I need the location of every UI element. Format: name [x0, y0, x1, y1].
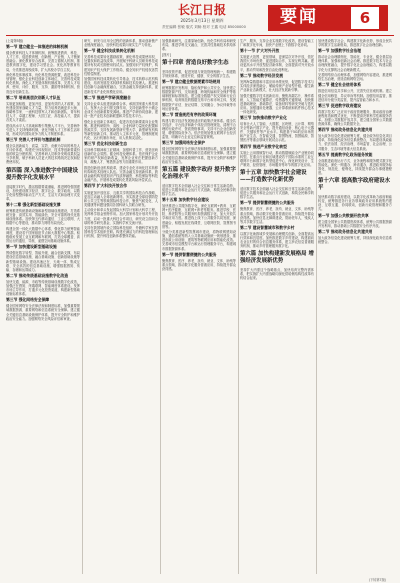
text-column	[84, 39, 158, 240]
article-paragraph: 坚持放管并重，促进发展与规范管理相统一，构建数字规则体系，营造开放、健康、安全的数字生态。	[162, 69, 236, 78]
section-heading: 第二节 营造规范有序的政策环境	[162, 111, 217, 117]
page-number: 6	[351, 7, 379, 29]
section-heading: 第二节 推动政务信息化共建共用	[318, 228, 373, 234]
section-heading: 第一节 提供智慧便捷的公共服务	[162, 251, 217, 257]
article-paragraph: 加强关键数字技术创新应用，聚焦高端芯片、操作系统、人工智能关键算法、传感器等关键领域，加快推进基础理论、基础算法、装备材料等研发突破与迭代应用。加强通用处理器、云计算系统和软件核心技术一体化研发。	[240, 93, 314, 114]
article-headline: 第六篇 加快构建新发展格局 增强经济发展新优势	[240, 251, 314, 265]
article-paragraph: 建设高水平人才高地和吸引集聚人才平台，完善海外引进人才支持保障机制，优化外籍人才工作和生活环境，形成具有国际竞争力的人才制度体系。	[6, 123, 80, 136]
article-paragraph: 实施上云用数赋智行动，推动数据赋能全产业链协同转型。在重点行业和区域建设若干国际水准的工业互联网平台和数字化转型促进中心，深化研发设计、生产制造、经营管理、市场服务等环节的数字化应用。	[240, 150, 314, 167]
page-header	[6, 3, 394, 36]
article-paragraph: 统筹数据开发利用、隐私保护和公共安全，加快建立数据资源产权、交易流通、跨境传输和安全保护等基础制度和标准规范。建立健全数据产权交易和行业自律机制，培育规范的数据交易平台和市场主体，发展数据资产评估、登记结算、交易撮合、争议仲裁等市场运营体系。	[162, 86, 236, 111]
article-paragraph: 完善科技成果转化激励政策，深化科技成果使用权、处置权和收益权改革，开展赋予科研人员职务科技成果所有权或长期使用权试点。加强知识产权保护，构建知识产权大保护工作格局，健全知识产权侵权惩罚性赔偿制度。	[84, 55, 158, 76]
article-paragraph: 健全教育科技人才体制机制，统筹推进教育、科技、人才工作，促进教育链、创新链、产业链、人才链深度融合。深化教育综合改革，完善立德树人机制，推进教育数字化，建设学习型社会。优化高等教育布局，分类推进高校改革，扩大高校办学自主权。	[6, 51, 80, 72]
article-paragraph: 实施更加开放包容、互惠共享的国际科技合作战略，更加主动融入全球创新网络。务实推进全球疫情防控和公共卫生等领域国际科技合作，聚焦气候变化、人类健康等问题加强同各国科研人员联合研发。	[84, 190, 158, 207]
article-paragraph: 加快推动数字政府建设，以数字化改革助力政府职能转变，统筹推进各行业各领域政务应用系统集约建设、互联互通、协同联动，创新行政管理和服务方式。	[318, 195, 392, 212]
section-heading: 第二节 推进产学研深度融合	[84, 94, 131, 100]
article-paragraph: (上接第5版)	[6, 39, 24, 43]
article-paragraph: 聚焦教育、医疗、养老、抚幼、就业、文体、助残等重点领域，推动数字化服务普惠应用，持续提升群众获得感。加快信息无障碍建设，帮助老年人、残疾人等共享数字生活。	[240, 207, 314, 224]
article-paragraph: 迎接数字时代，激活数据要素潜能，推进网络强国建设，加快建设数字经济、数字社会、数字政府，以数字化转型整体驱动生产方式、生活方式和治理方式变革。	[6, 184, 80, 201]
section-heading: 第十五章 加快数字社会建设	[162, 197, 209, 203]
article-headline: 第四篇 深入推进数字中国建设 提升数字化发展水平	[6, 167, 78, 181]
article-paragraph: 聚焦教育、医疗、养老、抚幼、就业、文体、助残等重点领域，推动数字化服务普惠应用，持续提升群众获得感。	[162, 258, 236, 271]
text-column	[162, 39, 236, 273]
section-heading: 第四节 推动政务信息化共建共用	[318, 127, 373, 133]
text-column	[6, 39, 80, 322]
section-heading: 第十二章 强化新型基础设施支撑	[6, 201, 61, 207]
article-paragraph: 健全国家网络安全法律法规和制度标准，加强重要领域数据资源、重要网络和信息系统安全保障。建立健全关键信息基础设施保护体系，提升安全防护和维护政治安全能力。加强网络安全风险评估和审查。	[6, 304, 80, 321]
article-paragraph: 适应数字技术全面融入社会交往和日常生活新趋势，促进公共服务和社会运行方式创新，构筑全民畅享的数字生活。	[162, 183, 236, 196]
staff-credits: 责任编辑 张敏 版式 刘畅 校对 王鑫 电话 85000000	[162, 25, 246, 29]
column-divider	[82, 39, 83, 574]
article-headline: 第十五章 加快数字社会建设——打造数字化新优势	[240, 170, 307, 184]
masthead: 长江日报	[177, 3, 226, 17]
section-heading: 第一节 提供智慧便捷的公共服务	[240, 200, 295, 206]
article-paragraph: 完善网络综合治理体系，加强网络内容建设，推进网络生态治理，营造清朗网络空间。	[318, 73, 392, 82]
article-paragraph: 统筹推进传统基础设施和新型基础设施建设，打造系统完备、高效实用、智能绿色、安全可靠的现代化基础设施体系。加快第五代移动通信、工业互联网、大数据中心等建设，推动算力网络布局优化。	[6, 209, 80, 226]
article-paragraph: 强化企业创新主体地位，促进各类创新要素向企业集聚。推进科研院所、高校、企业科研力量优化配置和资源共享，支持发展新型研究型大学、新型研发机构等新型创新主体，推动投入主体多元化、管理制度现代化、运行机制市场化、用人机制灵活化。	[84, 119, 158, 140]
article-paragraph: 实施更加积极、更加开放、更加有效的人才政策，加快建设国家战略人才力量，努力培养造就更多大师、战略科学家、一流科技领军人才和创新团队、青年科技人才、卓越工程师、大国工匠、高技能人才，提高各类人才素质。	[6, 101, 80, 123]
section-heading: 第二节 培育高层次创新人才队伍	[6, 94, 61, 100]
article-paragraph: 以数字化助推城乡发展和治理模式创新，全面提高运行效率和宜居度。加快推进数字乡村建设，构建面向农业农村的综合信息服务体系，建立涉农信息普惠服务机制，推动乡村管理服务数字化。	[240, 231, 314, 249]
article-paragraph: 将数字技术广泛应用于政府管理服务，推动政府治理流程再造和模式优化，不断提高决策科学性和服务效率。加强公共数据开放共享，建立健全国家公共数据资源体系，确保公共数据安全。	[318, 109, 392, 127]
text-column	[240, 39, 314, 282]
article-paragraph: 加快建设数字社会，构建数字化新优势，形成全民共享的数字生活新格局，推进数字社会治理创新。	[318, 39, 392, 48]
article-paragraph: 分级分类推进新型智慧城市建设，将物联网感知设施、通信系统等纳入公共基础设施统一规划建设，推进市政公用设施、建筑等物联网应用和智能化改造。完善城市信息模型平台和运行管理服务平台，构建城市数据资源体系。	[162, 230, 236, 251]
article-paragraph: 实施更大范围、更宽领域、更深层次对外开放，依托我国大市场优势，促进国际合作，实现互利共赢。建设更高水平开放型经济新体制，全面提高对外开放水平，推动贸易和投资自由化便利化。	[240, 55, 314, 72]
section-heading: 第五节 提高数字化政务服务效能	[318, 151, 373, 157]
article-paragraph: 构建与数字经济发展相适应的政策法规体系。健全共享经济、平台经济和新个体经济管理规范，清理不合理的行政许可、资质资格事项，支持平台企业创新发展、增强国际竞争力。依法依规加强互联网平台经济监管，明确平台企业定位和监管规则。	[162, 118, 236, 140]
article-paragraph: 生产、服务，支持企业实施数字化改造，建设智能工厂和数字化车间，加快产业链上下游数字化协同。	[240, 39, 314, 48]
article-paragraph: 发挥海量数据和丰富应用场景优势，促进数字技术与实体经济深度融合，赋能传统产业转型升级，催生新产业新业态新模式，壮大经济发展新引擎。	[240, 79, 314, 92]
section-heading: 第一节 加强数字社会治理	[318, 48, 362, 54]
article-paragraph: 研究、研发与应用全过程的创新体系，推动创新链产业链深度融合，加快科技成果向现实生产力转化。	[84, 39, 158, 48]
article-paragraph: 支持企业牵头组建创新联合体，承担国家重大科技项目。发挥大企业引领支撑作用，支持创新型中小微企业成长为创新重要发源地。推进产学研协同创新，建设一批产业技术创新联盟和共性技术平台。	[84, 101, 158, 118]
article-paragraph: 构建全国一体化大数据中心体系，强化算力统筹智能调度，建设若干国家枢纽节点和大数据中心集群。积极稳妥发展工业互联网和车联网，打造全球覆盖、高效运行的通信、导航、遥感空间基础设施体系。	[6, 226, 80, 244]
section-heading: 第二节 建设智慧城市和数字乡村	[240, 224, 295, 230]
article-paragraph: [图片]	[162, 52, 171, 57]
section-title: 要闻	[280, 7, 318, 27]
article-paragraph: 加强基础研究，注重原始创新，优化学科布局和研发布局，推进学科交叉融合，完善共性基础技术供给体系。	[162, 39, 236, 52]
section-heading: 第三节 加强网络安全保护	[162, 140, 206, 146]
article-paragraph: 建立健全国家公共数据资源体系，统筹公共数据资源开发利用，推动基础公共数据安全有序开放。	[318, 219, 392, 228]
article-paragraph: 主动设计和牵头发起国际大科学计划和大科学工程，发挥科学基金独特作用。加大国家科技计划对外开放力度，启动一批重大科技合作项目，研究设立面向全球的科学研究基金，实施科学家交流计划。	[84, 208, 158, 225]
section-heading: 第三节 完善人才评价与激励机制	[6, 136, 61, 142]
section-heading: 第二节 健全社会信用体系	[318, 82, 362, 88]
dateline: 2025年3月13日 星期四	[180, 18, 224, 23]
article-paragraph: 加快推进公共服务数字化，深化互联网+教育、互联网+医疗健康、互联网+养老等服务。推进学校、医院、养老院等公共服务机构资源数字化，加大开放共享和应用力度。推进线上线下公共服务共同发展、深度融合，积极发展在线课堂、互联网医院、智慧图书馆等。	[162, 204, 236, 229]
text-column	[318, 39, 392, 246]
section-heading: 第一节 加快建设新型基础设施	[6, 244, 57, 250]
section-heading: 第四节 扩大科技开放合作	[84, 183, 128, 189]
article-paragraph: 加快交通、能源、市政等传统基础设施数字化改造，加强泛在感知、终端联网、智能调度体系建设。发挥市场主导作用，打通多元化投资渠道，构建新型基础设施标准体系。	[6, 279, 80, 297]
section-heading: 第一节 加强公共数据开放共享	[318, 212, 369, 218]
section-heading: 第一节 建立健全数据要素市场规则	[162, 79, 221, 85]
section-heading: 第二节 推动传统基础设施数字化改造	[6, 272, 69, 278]
article-paragraph: 支持在我国境内设立国际科技组织、外籍科学家在我国科技学术组织任职。构建充满活力的科技管理和运行机制，提升科技创新体系整体效能。	[84, 226, 158, 239]
column-divider	[238, 39, 239, 574]
article-paragraph: 推进信用信息共享和公开，完善失信惩戒机制。建立健全信用修复、异议申诉等机制。加强信用监管，推进信用分级分类监管，提升监管能力和水平。	[318, 89, 392, 102]
header-rule	[6, 35, 394, 36]
article-paragraph: 深化科技体制改革，优化科技资源配置，改进科技计划管理，强化企业科技创新主体地位，完善科技成果转化机制。深化人才发展体制机制改革，完善人才培养、使用、评价、服务、支持、激励等体制机制，营造良好创新生态。	[6, 73, 80, 94]
article-paragraph: 加大政务信息化建设统筹力度，健全政务信息化项目清单，持续深化政务信息系统整合，布局建设执政能力、依法治国、经济治理、市场监管、社会治理、公共服务、生态环境等重大信息系统。	[318, 134, 392, 151]
article-paragraph: 健全国家网络安全法律法规和制度标准，加强重要领域数据资源、重要网络和信息系统安全保障。建立健全关键信息基础设施保护体系，提升安全防护和维护政治安全能力。	[162, 147, 236, 164]
article-paragraph: 弘扬科学精神和工匠精神，加强科普工作，营造崇尚创新的社会氛围。健全科技伦理体系。依法保护企业家的财产权和创新收益，发挥企业家在把握创新方向、凝聚人才、筹措资金等方面重要作用。	[84, 148, 158, 165]
article-paragraph: 健全以创新能力、质量、实效、贡献为导向的科技人才评价体系，构建充分体现知识、技术等创新要素价值的收益分配机制，完善科研人员职务发明成果权益分享机制，赋予科研人员更大的技术路线决定权和经费使用权。	[6, 144, 80, 165]
article-headline: 第五篇 建设数字政府 提升数字化治理水平	[162, 166, 236, 180]
column-divider	[316, 39, 317, 574]
section-heading: 第一节 建立健全一体推进的体制机制	[6, 44, 69, 50]
article-paragraph: 推动社会治理精细化、智能化、专业化，健全基层治理体系，加强和创新社会治理。推进数字技术与社会治理深度融合，提升数字化社会治理能力，构建以数字化为支撑的社会治理新模式。	[318, 55, 392, 72]
article-headline: 第十四章 营造良好数字生态	[162, 59, 229, 66]
article-paragraph: 坚持扩大内需这个战略基点，加快培育完整内需体系，把实施扩大内需战略同深化供给侧结构性改革有机结合起来。	[240, 268, 314, 281]
article-paragraph: 围绕强化数字转型、智能升级、融合创新支撑，布局建设信息基础设施、融合基础设施、创新基础设施等新型基础设施。建设高速泛在、天地一体、集成互联、安全高效的信息基础设施，增强数据感知、传输、存储和运算能力。	[6, 251, 80, 272]
article-headline: 第十六章 提高数字政府建设水平	[318, 178, 390, 192]
column-divider	[160, 39, 161, 574]
section-heading: 第十一节 扩大对外开放	[240, 48, 280, 54]
article-paragraph: 培育壮大人工智能、大数据、区块链、云计算、网络安全等新兴数字产业，提升通信设备、核心电子元器件、关键软件等产业水平。构建基于5G的应用场景和产业生态，在智能交通、智慧物流、智慧能源、智慧医疗等重点领域开展试点示范。	[240, 122, 314, 143]
section-heading: 第一节 健全科技成果转化机制	[84, 48, 135, 54]
article-paragraph: 加大政务信息化建设统筹力度，持续深化政务信息系统整合。	[318, 235, 392, 244]
section-heading: 第三节 强化网络安全保障	[6, 297, 50, 303]
section-heading: 第四节 推进产业数字化转型	[240, 143, 287, 149]
newspaper-page	[6, 3, 394, 580]
section-heading: 第三节 优化科技创新生态	[84, 141, 128, 147]
section-heading: 第三节 加快推动数字产业化	[240, 115, 287, 120]
section-heading: 第二节 推动数字经济发展	[240, 72, 284, 78]
article-paragraph: 推进创新创业机构改革，建设专业化市场化技术转移机构和技术经理人队伍。完善金融支持创新体系，鼓励金融机构发展知识产权质押融资、科技保险等科技金融产品，开展科技成果转化贷款风险补偿试点。	[84, 166, 158, 183]
continued-note: (下转第7版)	[368, 578, 386, 582]
section-heading: 第三节 促进数字政府建设	[318, 102, 362, 108]
article-paragraph: 加强国家科技成果转化引导基金、技术转移示范机构建设，培育发展技术转移机构和技术经理人。推进科技创新与金融深度融合，完善金融支持创新体系，促进新技术产业化规模化应用。	[84, 77, 158, 94]
article-paragraph: 全面推进政府运行方式、业务流程和服务模式数字化智能化。深化一网通办、跨省通办，推进政务服务标准化、规范化、便利化，持续提升群众办事便捷程度。	[318, 158, 392, 176]
article-paragraph: 适应数字技术全面融入社会交往和日常生活新趋势，促进公共服务和社会运行方式创新，构筑全民畅享的数字生活。	[240, 187, 314, 200]
